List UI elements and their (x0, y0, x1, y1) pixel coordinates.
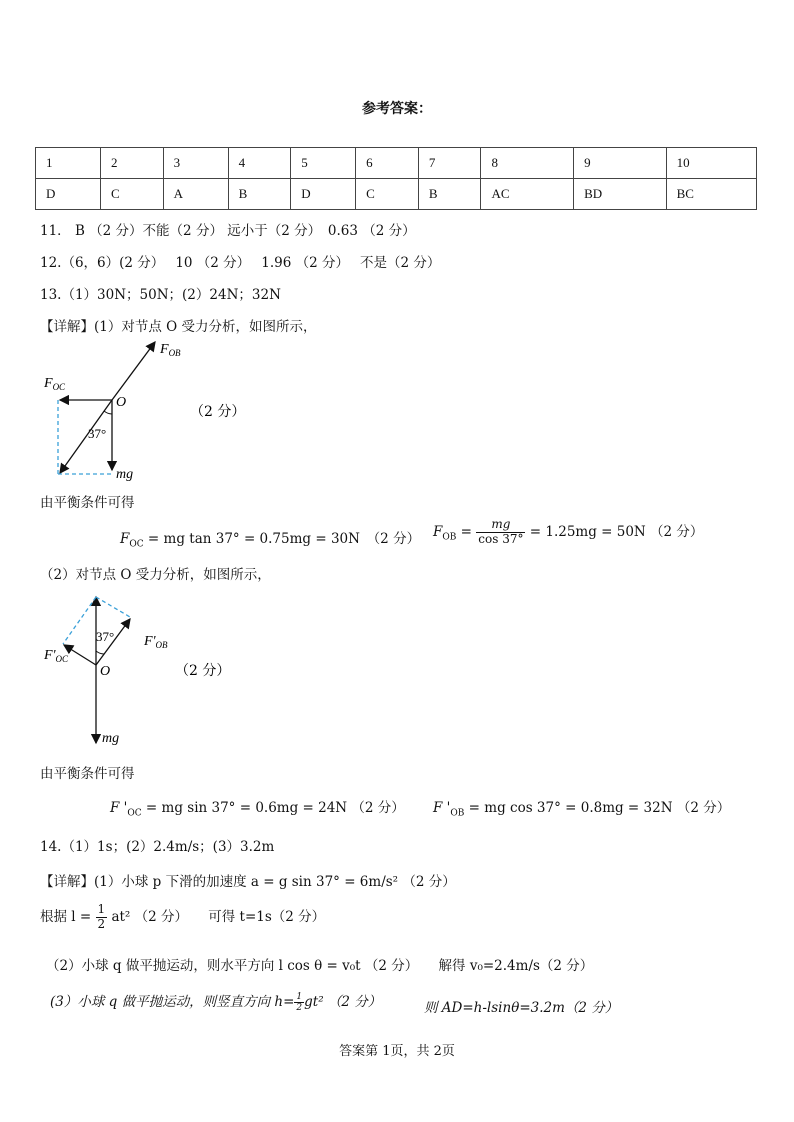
detail-14-4 (50, 990, 381, 1013)
table-row-answers (36, 179, 757, 210)
eq-subscript: OC (127, 808, 142, 819)
table-cell: 6 (356, 148, 419, 179)
table-cell: 7 (418, 148, 481, 179)
eq-body: = mg tan 37° = 0.75mg = 30N （2 分） (143, 531, 421, 547)
table-cell: 4 (228, 148, 291, 179)
text-segment: at² （2 分） 可得 t=1s（2 分） (111, 908, 326, 925)
eq-body: = mg cos 37° = 0.8mg = 32N （2 分） (464, 800, 731, 816)
force-diagram-2 (30, 585, 260, 750)
detail-14-2 (40, 903, 325, 932)
score-label: （2 分） (190, 404, 246, 420)
frac-denominator: 2 (296, 1003, 303, 1013)
label-o: O (100, 664, 111, 679)
label-fob: $F'_{OB}$ (144, 634, 168, 650)
frac-denominator: cos 37° (478, 531, 524, 546)
table-cell: D (36, 179, 101, 210)
eq-symbol: F ' (433, 800, 451, 816)
dashed-line (96, 597, 130, 617)
eq-body: = 1.25mg = 50N （2 分） (525, 523, 704, 540)
table-cell: B (228, 179, 291, 210)
equation-foc-2 (110, 796, 405, 819)
table-cell: BD (574, 179, 667, 210)
answer-q11: 11． B （2 分）不能（2 分） 远小于（2 分） 0.63 （2 分） (40, 223, 416, 239)
eq-subscript: OB (442, 532, 457, 543)
table-cell: B (418, 179, 481, 210)
label-foc: $F'_{OC}$ (44, 648, 69, 664)
balance-text-1: 由平衡条件可得 (40, 495, 135, 511)
table-row-numbers (36, 148, 757, 179)
equation-fob-1: $F_{OB}$ = $\frac{mg}{\cos 37^\circ}$ = 1.25mg = 50N （2 分） (433, 517, 704, 546)
table-cell: A (163, 179, 228, 210)
equation-foc-1 (120, 527, 420, 550)
table-cell: AC (481, 179, 574, 210)
text-segment: (3）小球 q 做平抛运动，则竖直方向 h= (50, 994, 295, 1010)
detail-14-1: 【详解】(1）小球 p 下滑的加速度 a = g sin 37° = 6m/s² （2 分） (40, 874, 456, 890)
answer-table (35, 147, 757, 210)
label-mg: mg (102, 731, 120, 746)
table-cell: 3 (163, 148, 228, 179)
table-cell: 9 (574, 148, 667, 179)
detail-14-3: （2）小球 q 做平抛运动，则水平方向 l cos θ = v₀t （2 分） 解得 v₀=2.4m/s（2 分） (46, 958, 594, 974)
label-mg: mg (116, 467, 134, 482)
fraction (476, 518, 525, 547)
equation-fob-2 (433, 796, 730, 819)
table-cell: C (100, 179, 163, 210)
table-cell: D (291, 179, 356, 210)
eq-symbol: F (120, 531, 130, 547)
frac-denominator: 2 (97, 916, 106, 931)
answer-q13: 13.（1）30N；50N；(2）24N；32N (40, 287, 281, 303)
table-cell: BC (666, 179, 756, 210)
frac-numerator: 1 (296, 991, 303, 1002)
label-foc: $F_{OC}$ (44, 376, 66, 392)
label-fob: $F_{OB}$ (160, 342, 181, 358)
table-cell: 1 (36, 148, 101, 179)
force-diagram-1 (30, 330, 250, 490)
table-cell: 10 (666, 148, 756, 179)
text-segment: 根据 l = (40, 908, 92, 925)
fraction (294, 992, 304, 1014)
label-angle: 37° (96, 629, 115, 644)
answer-q12: 12.（6，6）(2 分） 10 （2 分） 1.96 （2 分） 不是（2 分） (40, 255, 441, 271)
eq-symbol: F ' (110, 800, 128, 816)
frac-numerator: mg (476, 518, 525, 533)
table-cell: 2 (100, 148, 163, 179)
score-label: （2 分） (175, 663, 231, 679)
text-segment: gt² （2 分） (304, 994, 382, 1010)
table-cell: 5 (291, 148, 356, 179)
frac-numerator: 1 (97, 902, 106, 916)
table-cell: 8 (481, 148, 574, 179)
force-arrow-foc (64, 645, 96, 665)
answer-q14: 14.（1）1s；(2）2.4m/s；(3）3.2m (40, 839, 275, 855)
detail-14-5: 则 AD=h-lsinθ=3.2m（2 分） (424, 1000, 619, 1016)
eq-subscript: OB (450, 808, 465, 819)
balance-text-2: 由平衡条件可得 (40, 766, 135, 782)
label-o: O (116, 395, 127, 410)
label-angle: 37° (88, 426, 107, 441)
dashed-line (63, 597, 96, 644)
table-cell: C (356, 179, 419, 210)
page-footer: 答案第 1页，共 2页 (339, 1044, 455, 1059)
detail-text-1: 【详解】(1）对节点 O 受力分析，如图所示， (40, 319, 317, 335)
fraction (96, 903, 108, 932)
detail-text-2: （2）对节点 O 受力分析，如图所示， (40, 567, 271, 583)
eq-body: = mg sin 37° = 0.6mg = 24N （2 分） (141, 800, 405, 816)
page-title: 参考答案： (362, 101, 432, 117)
eq-subscript: OC (129, 539, 144, 550)
force-arrow-fob (112, 342, 155, 400)
eq-symbol: F (433, 523, 443, 540)
